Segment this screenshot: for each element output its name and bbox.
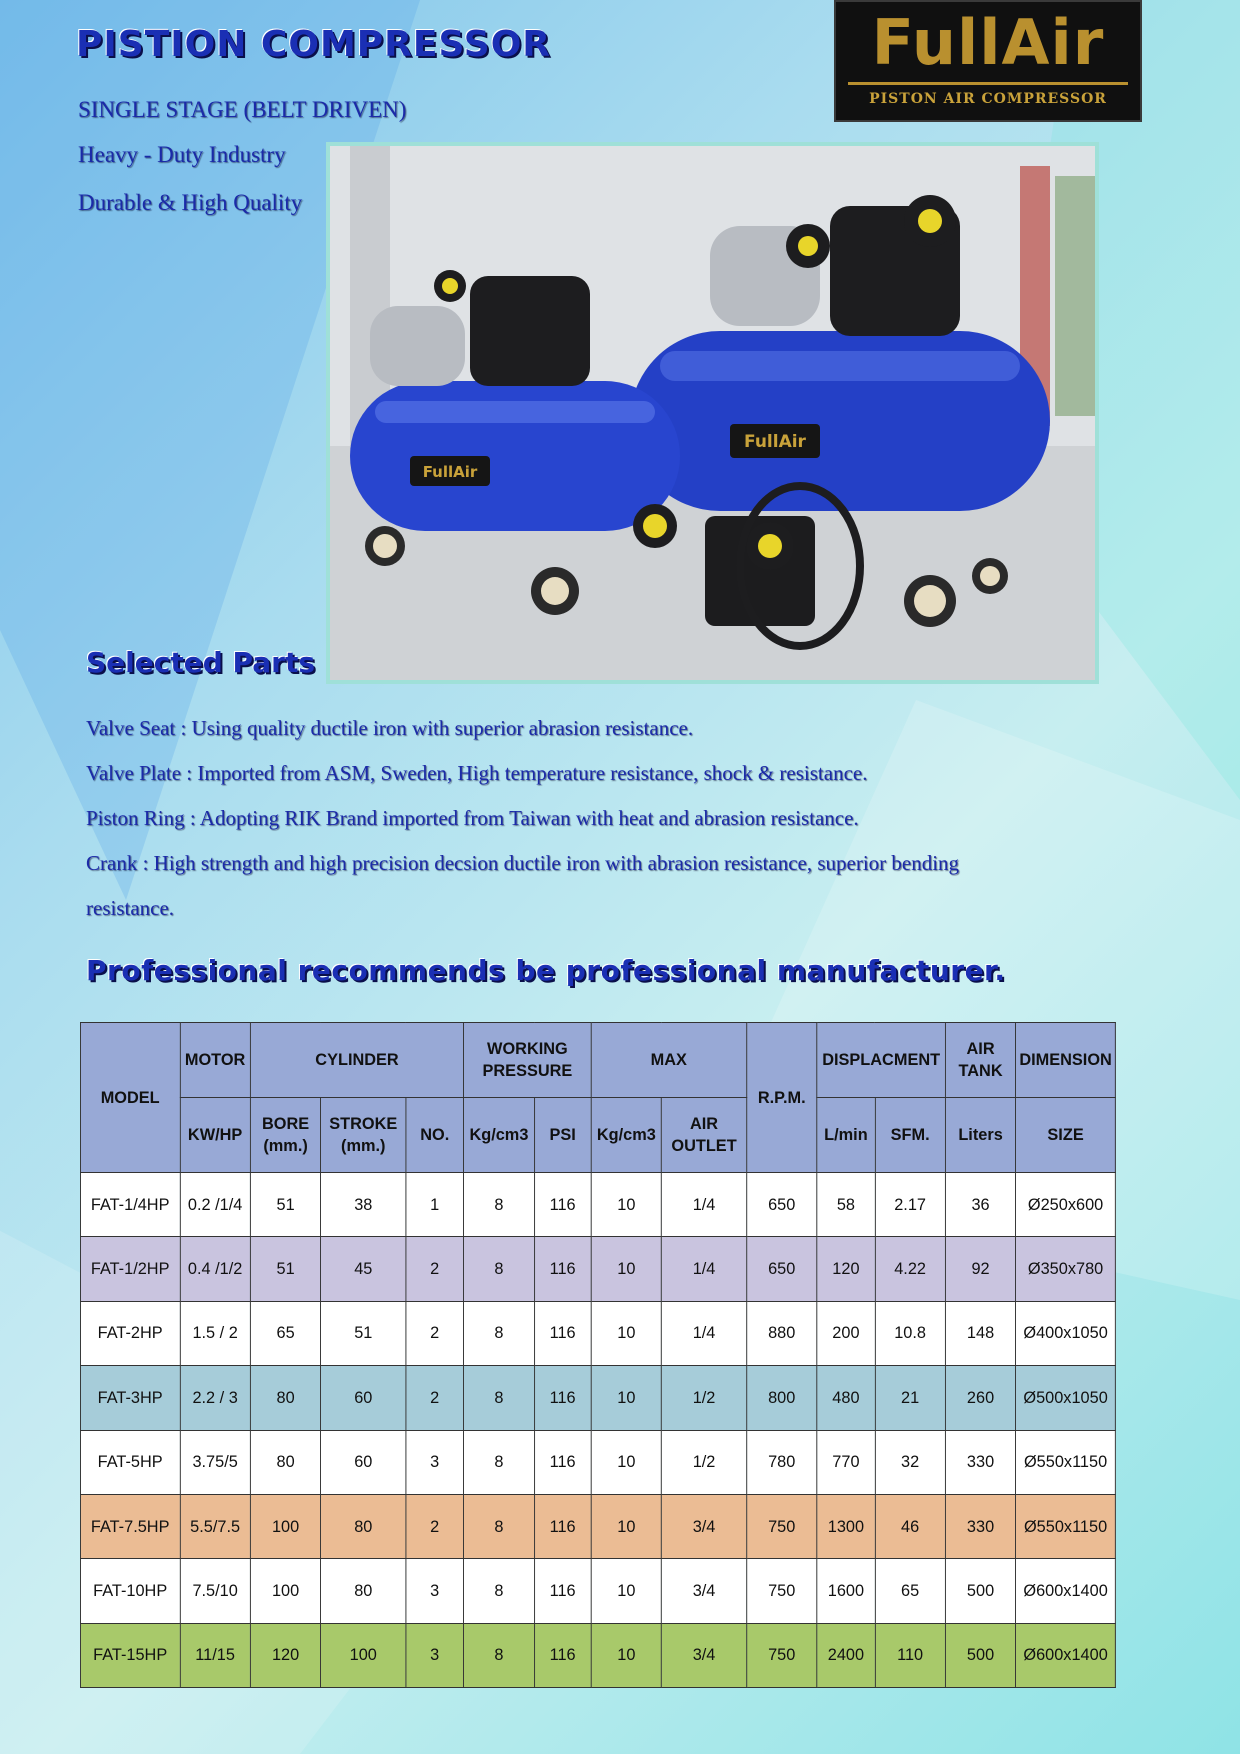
table-cell: 1/2 <box>662 1430 747 1494</box>
table-cell: 2400 <box>817 1623 875 1687</box>
parts-line: Valve Seat : Using quality ductile iron with superior abrasion resistance. <box>86 716 694 740</box>
subheader-lmin: L/min <box>817 1098 875 1173</box>
logo-brand-text: FullAir <box>871 6 1105 79</box>
table-cell: 10 <box>591 1559 661 1623</box>
table-cell: 650 <box>747 1237 817 1301</box>
table-cell: 500 <box>945 1623 1015 1687</box>
table-cell: 260 <box>945 1366 1015 1430</box>
subheader-bore: BORE (mm.) <box>250 1098 320 1173</box>
table-cell: Ø250x600 <box>1016 1173 1116 1237</box>
table-cell: 3/4 <box>662 1559 747 1623</box>
table-cell: 100 <box>250 1494 320 1558</box>
table-cell: 38 <box>321 1173 406 1237</box>
table-cell: 800 <box>747 1366 817 1430</box>
table-cell: 500 <box>945 1559 1015 1623</box>
table-cell: 1300 <box>817 1494 875 1558</box>
table-cell: Ø400x1050 <box>1016 1301 1116 1365</box>
table-cell: 116 <box>534 1301 591 1365</box>
table-subheader-row <box>80 1098 1115 1173</box>
product-photo <box>326 142 1099 684</box>
table-cell: 2.17 <box>875 1173 945 1237</box>
parts-line: Valve Plate : Imported from ASM, Sweden, High temperature resistance, shock & resistance. <box>86 761 868 785</box>
table-header-row <box>80 1023 1115 1098</box>
table-cell: 770 <box>817 1430 875 1494</box>
table-cell: 1 <box>406 1173 464 1237</box>
model-cell: FAT-1/4HP <box>80 1173 179 1237</box>
table-cell: 8 <box>464 1237 534 1301</box>
table-cell: 3 <box>406 1623 464 1687</box>
table-cell: 5.5/7.5 <box>180 1494 250 1558</box>
table-cell: 80 <box>321 1494 406 1558</box>
slogan: Professional recommends be professional manufacturer. <box>86 954 1006 987</box>
table-cell: 1/4 <box>662 1301 747 1365</box>
table-cell: 10 <box>591 1301 661 1365</box>
table-cell: 116 <box>534 1623 591 1687</box>
table-row <box>80 1559 1115 1623</box>
table-cell: 8 <box>464 1301 534 1365</box>
table-cell: 100 <box>321 1623 406 1687</box>
table-cell: 3/4 <box>662 1623 747 1687</box>
table-cell: 65 <box>875 1559 945 1623</box>
table-cell: 3.75/5 <box>180 1430 250 1494</box>
table-row <box>80 1237 1115 1301</box>
table-cell: 10 <box>591 1430 661 1494</box>
table-cell: 2 <box>406 1494 464 1558</box>
subheader-no: NO. <box>406 1098 464 1173</box>
table-cell: 110 <box>875 1623 945 1687</box>
table-cell: 3 <box>406 1559 464 1623</box>
table-cell: 480 <box>817 1366 875 1430</box>
table-cell: 780 <box>747 1430 817 1494</box>
table-cell: Ø550x1150 <box>1016 1430 1116 1494</box>
logo-rule <box>848 82 1128 85</box>
table-cell: 51 <box>250 1237 320 1301</box>
table-cell: 750 <box>747 1623 817 1687</box>
subheader-liters: Liters <box>945 1098 1015 1173</box>
table-cell: 750 <box>747 1559 817 1623</box>
table-cell: 80 <box>250 1366 320 1430</box>
table-cell: 116 <box>534 1366 591 1430</box>
table-cell: 21 <box>875 1366 945 1430</box>
tank-badge-text: FullAir <box>422 463 478 481</box>
table-cell: 8 <box>464 1494 534 1558</box>
table-cell: 0.4 /1/2 <box>180 1237 250 1301</box>
table-cell: 120 <box>817 1237 875 1301</box>
table-cell: 36 <box>945 1173 1015 1237</box>
table-cell: 10 <box>591 1173 661 1237</box>
table-cell: Ø600x1400 <box>1016 1623 1116 1687</box>
table-cell: 148 <box>945 1301 1015 1365</box>
subheader-sfm: SFM. <box>875 1098 945 1173</box>
table-row <box>80 1173 1115 1237</box>
table-cell: 330 <box>945 1494 1015 1558</box>
table-cell: 1/4 <box>662 1237 747 1301</box>
table-cell: 3/4 <box>662 1494 747 1558</box>
table-cell: 8 <box>464 1430 534 1494</box>
table-cell: 880 <box>747 1301 817 1365</box>
subheader-wp-psi: PSI <box>534 1098 591 1173</box>
table-cell: 10 <box>591 1494 661 1558</box>
subheader-max-kg: Kg/cm3 <box>591 1098 661 1173</box>
model-cell: FAT-2HP <box>80 1301 179 1365</box>
table-cell: 10.8 <box>875 1301 945 1365</box>
header-rpm: R.P.M. <box>747 1023 817 1173</box>
model-cell: FAT-3HP <box>80 1366 179 1430</box>
table-cell: 60 <box>321 1430 406 1494</box>
table-cell: 60 <box>321 1366 406 1430</box>
table-cell: 116 <box>534 1430 591 1494</box>
table-cell: Ø500x1050 <box>1016 1366 1116 1430</box>
model-cell: FAT-5HP <box>80 1430 179 1494</box>
table-row <box>80 1623 1115 1687</box>
table-cell: 8 <box>464 1623 534 1687</box>
header-max: MAX <box>591 1023 746 1098</box>
header-air-tank: AIR TANK <box>945 1023 1015 1098</box>
header-model: MODEL <box>80 1023 179 1173</box>
table-cell: 7.5/10 <box>180 1559 250 1623</box>
table-cell: 120 <box>250 1623 320 1687</box>
subtitle-line: Durable & High Quality <box>78 190 303 215</box>
table-cell: 80 <box>321 1559 406 1623</box>
parts-line: Crank : High strength and high precision decsion ductile iron with abrasion resistance, superior bending <box>86 851 960 875</box>
table-cell: 2 <box>406 1366 464 1430</box>
spec-table <box>80 1022 1116 1688</box>
table-cell: 116 <box>534 1237 591 1301</box>
model-cell: FAT-7.5HP <box>80 1494 179 1558</box>
subtitle-line: SINGLE STAGE (BELT DRIVEN) <box>78 97 407 122</box>
subtitle-line: Heavy - Duty Industry <box>78 142 286 167</box>
table-cell: Ø350x780 <box>1016 1237 1116 1301</box>
table-cell: 200 <box>817 1301 875 1365</box>
header-displacement: DISPLACMENT <box>817 1023 945 1098</box>
table-cell: Ø550x1150 <box>1016 1494 1116 1558</box>
table-cell: 100 <box>250 1559 320 1623</box>
table-cell: 650 <box>747 1173 817 1237</box>
table-cell: 10 <box>591 1237 661 1301</box>
table-cell: 51 <box>321 1301 406 1365</box>
subheader-size: SIZE <box>1016 1098 1116 1173</box>
model-cell: FAT-10HP <box>80 1559 179 1623</box>
table-cell: 80 <box>250 1430 320 1494</box>
table-cell: 1600 <box>817 1559 875 1623</box>
compressor-illustration <box>330 146 1095 680</box>
table-row <box>80 1366 1115 1430</box>
table-cell: 92 <box>945 1237 1015 1301</box>
table-cell: 116 <box>534 1173 591 1237</box>
table-row <box>80 1430 1115 1494</box>
subheader-stroke: STROKE (mm.) <box>321 1098 406 1173</box>
table-cell: 8 <box>464 1559 534 1623</box>
table-cell: 10 <box>591 1623 661 1687</box>
table-cell: 1/2 <box>662 1366 747 1430</box>
parts-list <box>86 706 1086 931</box>
model-cell: FAT-15HP <box>80 1623 179 1687</box>
header-cylinder: CYLINDER <box>250 1023 463 1098</box>
table-cell: 750 <box>747 1494 817 1558</box>
table-cell: 58 <box>817 1173 875 1237</box>
table-cell: 0.2 /1/4 <box>180 1173 250 1237</box>
header-dimension: DIMENSION <box>1016 1023 1116 1098</box>
header-motor: MOTOR <box>180 1023 250 1098</box>
table-row <box>80 1301 1115 1365</box>
table-cell: 65 <box>250 1301 320 1365</box>
table-cell: 3 <box>406 1430 464 1494</box>
table-cell: 10 <box>591 1366 661 1430</box>
table-cell: 8 <box>464 1173 534 1237</box>
subheader-wp-kg: Kg/cm3 <box>464 1098 534 1173</box>
table-cell: 4.22 <box>875 1237 945 1301</box>
subheader-air-outlet: AIR OUTLET <box>662 1098 747 1173</box>
table-cell: 330 <box>945 1430 1015 1494</box>
parts-line: Piston Ring : Adopting RIK Brand imported from Taiwan with heat and abrasion resistance. <box>86 806 859 830</box>
table-cell: 2 <box>406 1301 464 1365</box>
table-cell: 1.5 / 2 <box>180 1301 250 1365</box>
table-cell: Ø600x1400 <box>1016 1559 1116 1623</box>
table-cell: 116 <box>534 1494 591 1558</box>
header-working-pressure: WORKING PRESSURE <box>464 1023 591 1098</box>
table-cell: 8 <box>464 1366 534 1430</box>
table-cell: 2 <box>406 1237 464 1301</box>
table-cell: 32 <box>875 1430 945 1494</box>
table-cell: 1/4 <box>662 1173 747 1237</box>
page-title: PISTION COMPRESSOR <box>76 24 552 65</box>
table-cell: 46 <box>875 1494 945 1558</box>
table-cell: 2.2 / 3 <box>180 1366 250 1430</box>
table-cell: 45 <box>321 1237 406 1301</box>
table-cell: 116 <box>534 1559 591 1623</box>
table-row <box>80 1494 1115 1558</box>
selected-parts-title: Selected Parts <box>86 646 316 679</box>
model-cell: FAT-1/2HP <box>80 1237 179 1301</box>
tank-badge-text: FullAir <box>744 432 806 452</box>
subheader-kwhp: KW/HP <box>180 1098 250 1173</box>
table-cell: 11/15 <box>180 1623 250 1687</box>
logo-tagline: PISTON AIR COMPRESSOR <box>869 91 1107 107</box>
parts-line: resistance. <box>86 896 175 920</box>
table-cell: 51 <box>250 1173 320 1237</box>
brand-logo <box>834 0 1142 122</box>
